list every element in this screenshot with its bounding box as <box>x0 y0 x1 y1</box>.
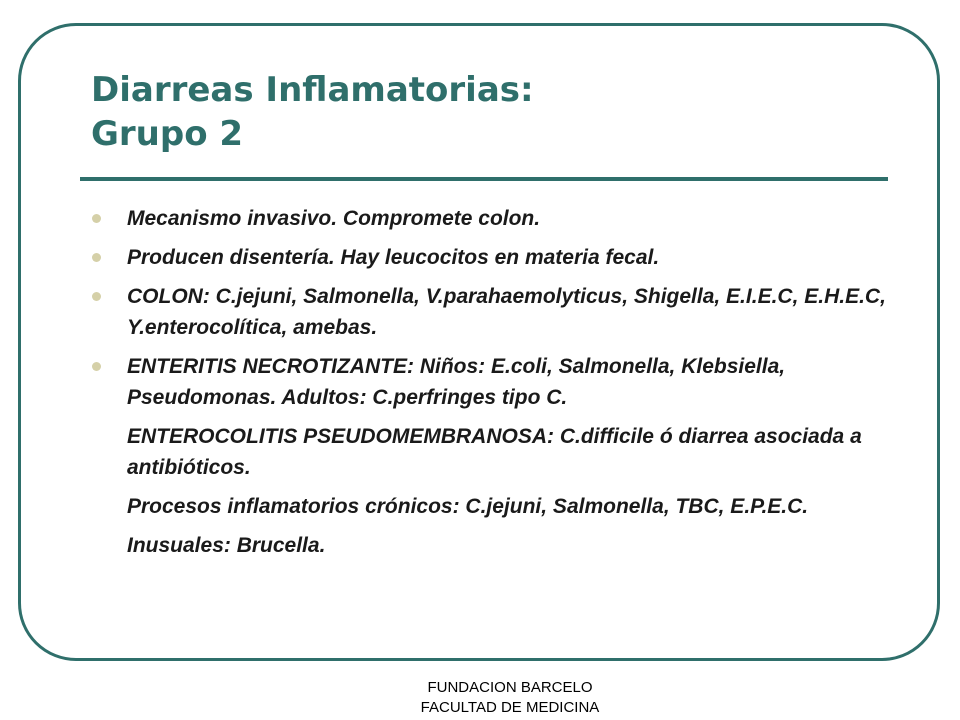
list-item-enteritis <box>127 351 887 413</box>
list-item-procesos-cronicos <box>127 491 887 522</box>
footer-institution: FUNDACION BARCELO <box>427 679 593 696</box>
slide-title <box>91 68 891 156</box>
slide-footer <box>380 678 640 718</box>
bullet-dot-icon <box>92 214 101 223</box>
list-item-text: Mecanismo invasivo. Compromete colon. <box>127 207 541 230</box>
list-item-mecanismo <box>127 203 887 234</box>
bullet-dot-icon <box>92 253 101 262</box>
list-item-text: ENTERITIS NECROTIZANTE: Niños: E.coli, Salmonella, Klebsiella, Pseudomonas. Adultos: C.perfringes tipo C. <box>127 355 786 409</box>
footer-faculty: FACULTAD DE MEDICINA <box>420 699 600 716</box>
list-item-text: ENTEROCOLITIS PSEUDOMEMBRANOSA: C.difficile ó diarrea asociada a antibióticos. <box>127 425 862 479</box>
list-item-text: Inusuales: Brucella. <box>127 534 326 557</box>
slide-title-line-2: Grupo 2 <box>91 114 244 154</box>
bullet-dot-icon <box>92 292 101 301</box>
list-item-enterocolitis <box>127 421 887 483</box>
list-item-colon <box>127 281 887 343</box>
slide-content-list <box>127 203 887 569</box>
bullet-dot-icon <box>92 362 101 371</box>
list-item-text: Procesos inflamatorios crónicos: C.jejuni, Salmonella, TBC, E.P.E.C. <box>127 495 809 518</box>
list-item-text: COLON: C.jejuni, Salmonella, V.parahaemolyticus, Shigella, E.I.E.C, E.H.E.C, Y.enterocolítica, amebas. <box>127 285 886 339</box>
list-item-disenteria <box>127 242 887 273</box>
list-item-inusuales <box>127 530 887 561</box>
slide-title-line-1: Diarreas Inflamatorias: <box>91 70 534 110</box>
title-underline <box>80 177 888 181</box>
list-item-text: Producen disentería. Hay leucocitos en materia fecal. <box>127 246 660 269</box>
